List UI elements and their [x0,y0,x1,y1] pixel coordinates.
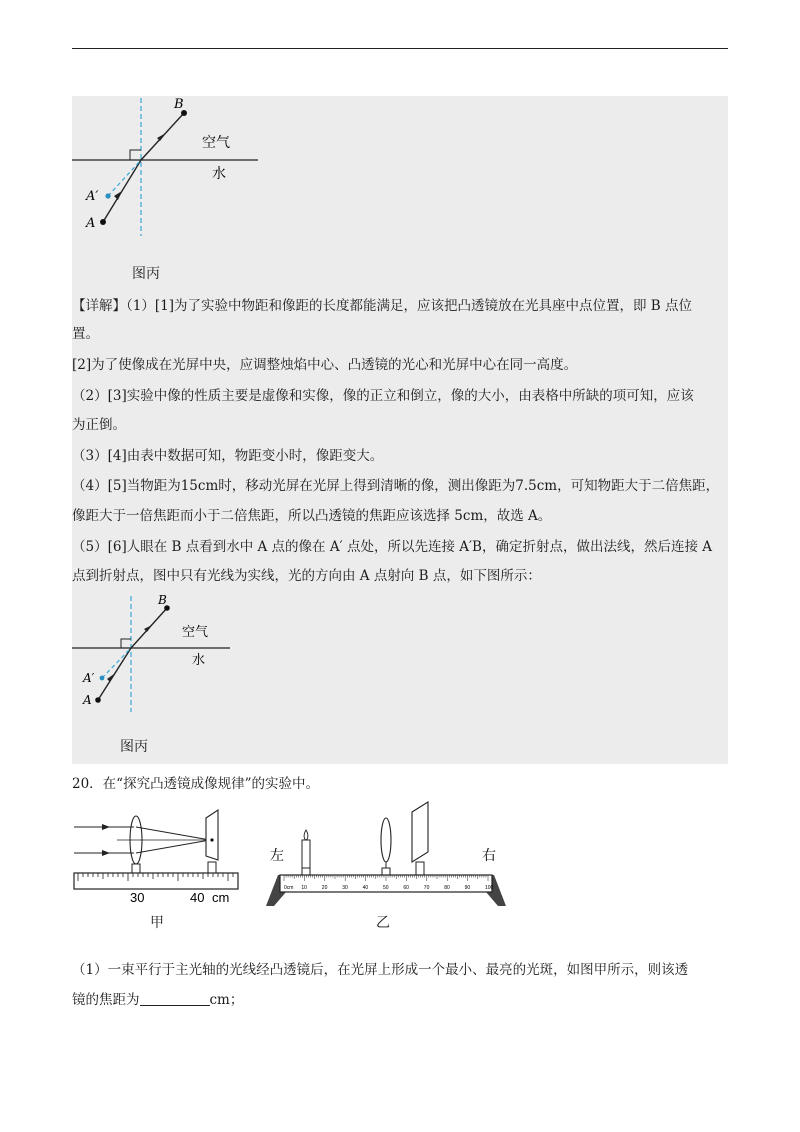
virtual-ray [108,160,141,196]
explanation-line-1: 【详解】（1）[1]为了实验中物距和像距的长度都能满足，应该把凸透镜放在光具座中点位置，即 B 点位 [72,298,692,314]
bench-scale-label: 10 [301,885,307,891]
arrow-lower [107,674,114,682]
refraction-figure-1 [72,96,272,241]
bench-scale-label: 80 [444,885,450,891]
figure-yi [262,800,510,912]
figure-jia [72,800,247,910]
light-screen [412,802,428,862]
flame [304,830,308,840]
lens-holder [132,864,140,873]
focal-length-diagram [72,800,247,910]
header-rule [72,48,728,49]
right-angle-mark [130,150,141,160]
figure-jia-caption: 甲 [150,915,164,931]
bench-scale-label: 50 [383,885,389,891]
light-screen [206,810,218,860]
ruler-ticks [78,873,238,881]
unit-label: cm [212,890,230,905]
part1-line-2 [72,990,243,1010]
label-b: B [174,97,184,112]
convex-lens [381,818,391,862]
label-a-prime: A′ [86,189,99,204]
label-left: 左 [270,848,284,864]
explanation-line-10: 点到折射点，图中只有光线为实线，光的方向由 A 点射向 B 点，如下图所示： [72,568,541,584]
arrow-upper [157,133,166,141]
explanation-line-7: （4）[5]当物距为15cm时，移动光屏在光屏上得到清晰的像，测出像距为7.5cm，可知物距大于二倍焦距， [72,478,720,494]
focus-spot [210,838,213,841]
arrow-top [102,824,110,830]
bench-scale-label: 90 [464,885,471,891]
candle [302,840,310,868]
bench-scale-label: 70 [423,885,430,891]
refracted-ray [98,648,131,700]
part1-line-1: （1）一束平行于主光轴的光线经凸透镜后，在光屏上形成一个最小、最亮的光斑，如图甲所示，则该透 [72,962,689,978]
converging-ray-bottom [136,840,210,853]
bench-scale-label: 20 [321,885,328,891]
candle-holder [302,868,310,875]
arrow-bottom [102,850,110,856]
optical-bench-diagram [262,800,510,912]
label-a: A [86,216,96,231]
point-a-prime-dot [100,676,105,681]
bench-scale-label: 100 [485,885,494,891]
explanation-line-9: （5）[6]人眼在 B 点看到水中 A 点的像在 A′ 点处，所以先连接 A′B，确定折射点，做出法线，然后连接 A [72,539,713,555]
label-water: 水 [212,166,226,182]
explanation-line-5: 为正倒。 [72,417,126,433]
point-a-dot [100,219,106,225]
label-b: B [158,594,167,607]
arrow-lower [114,191,122,200]
label-air: 空气 [202,135,230,151]
explanation-line-2: 置。 [72,326,99,342]
bench-scale-label: 0cm [284,885,294,891]
label-air: 空气 [182,625,209,640]
label-right: 右 [482,848,496,864]
arrow-upper [144,625,152,632]
point-a-prime-dot [105,193,110,198]
virtual-ray [102,648,131,678]
refraction-figure-2 [72,594,242,716]
explanation-line-6: （3）[4]由表中数据可知，物距变小时，像距变大。 [72,448,384,464]
screen-holder [416,862,424,875]
lens-holder [382,868,390,875]
converging-ray-top [136,827,210,840]
point-a-dot [95,697,101,703]
answer-section [72,96,728,764]
bench-scale-label: 40 [362,885,369,891]
figure-2-caption: 图丙 [120,739,148,755]
explanation-line-8: 像距大于一倍焦距而小于二倍焦距，所以凸透镜的焦距应该选择 5cm，故选 A。 [72,508,552,524]
tick-label-40: 40 [190,890,205,905]
label-a: A [83,693,92,707]
figure-1-caption: 图丙 [132,266,160,282]
bench-scale-label: 30 [342,885,348,891]
refraction-diagram-1 [72,96,272,241]
screen-holder [208,862,216,873]
label-a-prime: A′ [83,671,95,685]
answer-blank[interactable] [140,991,210,1006]
label-water: 水 [192,653,206,668]
tick-label-30: 30 [130,890,145,905]
refraction-diagram-2 [72,594,242,716]
explanation-line-3: [2]为了使像成在光屏中央，应调整烛焰中心、凸透镜的光心和光屏中心在同一高度。 [72,357,578,373]
part1-prefix: 镜的焦距为 [72,992,140,1008]
figure-yi-caption: 乙 [376,915,390,931]
part1-suffix: cm； [209,992,244,1008]
bench-scale-label: 60 [403,885,409,891]
right-angle-mark [121,639,131,648]
explanation-line-4: （2）[3]实验中像的性质主要是虚像和实像，像的正立和倒立，像的大小，由表格中所缺的项可知，应该 [72,388,694,404]
question-title: 20．在“探究凸透镜成像规律”的实验中。 [72,776,319,792]
